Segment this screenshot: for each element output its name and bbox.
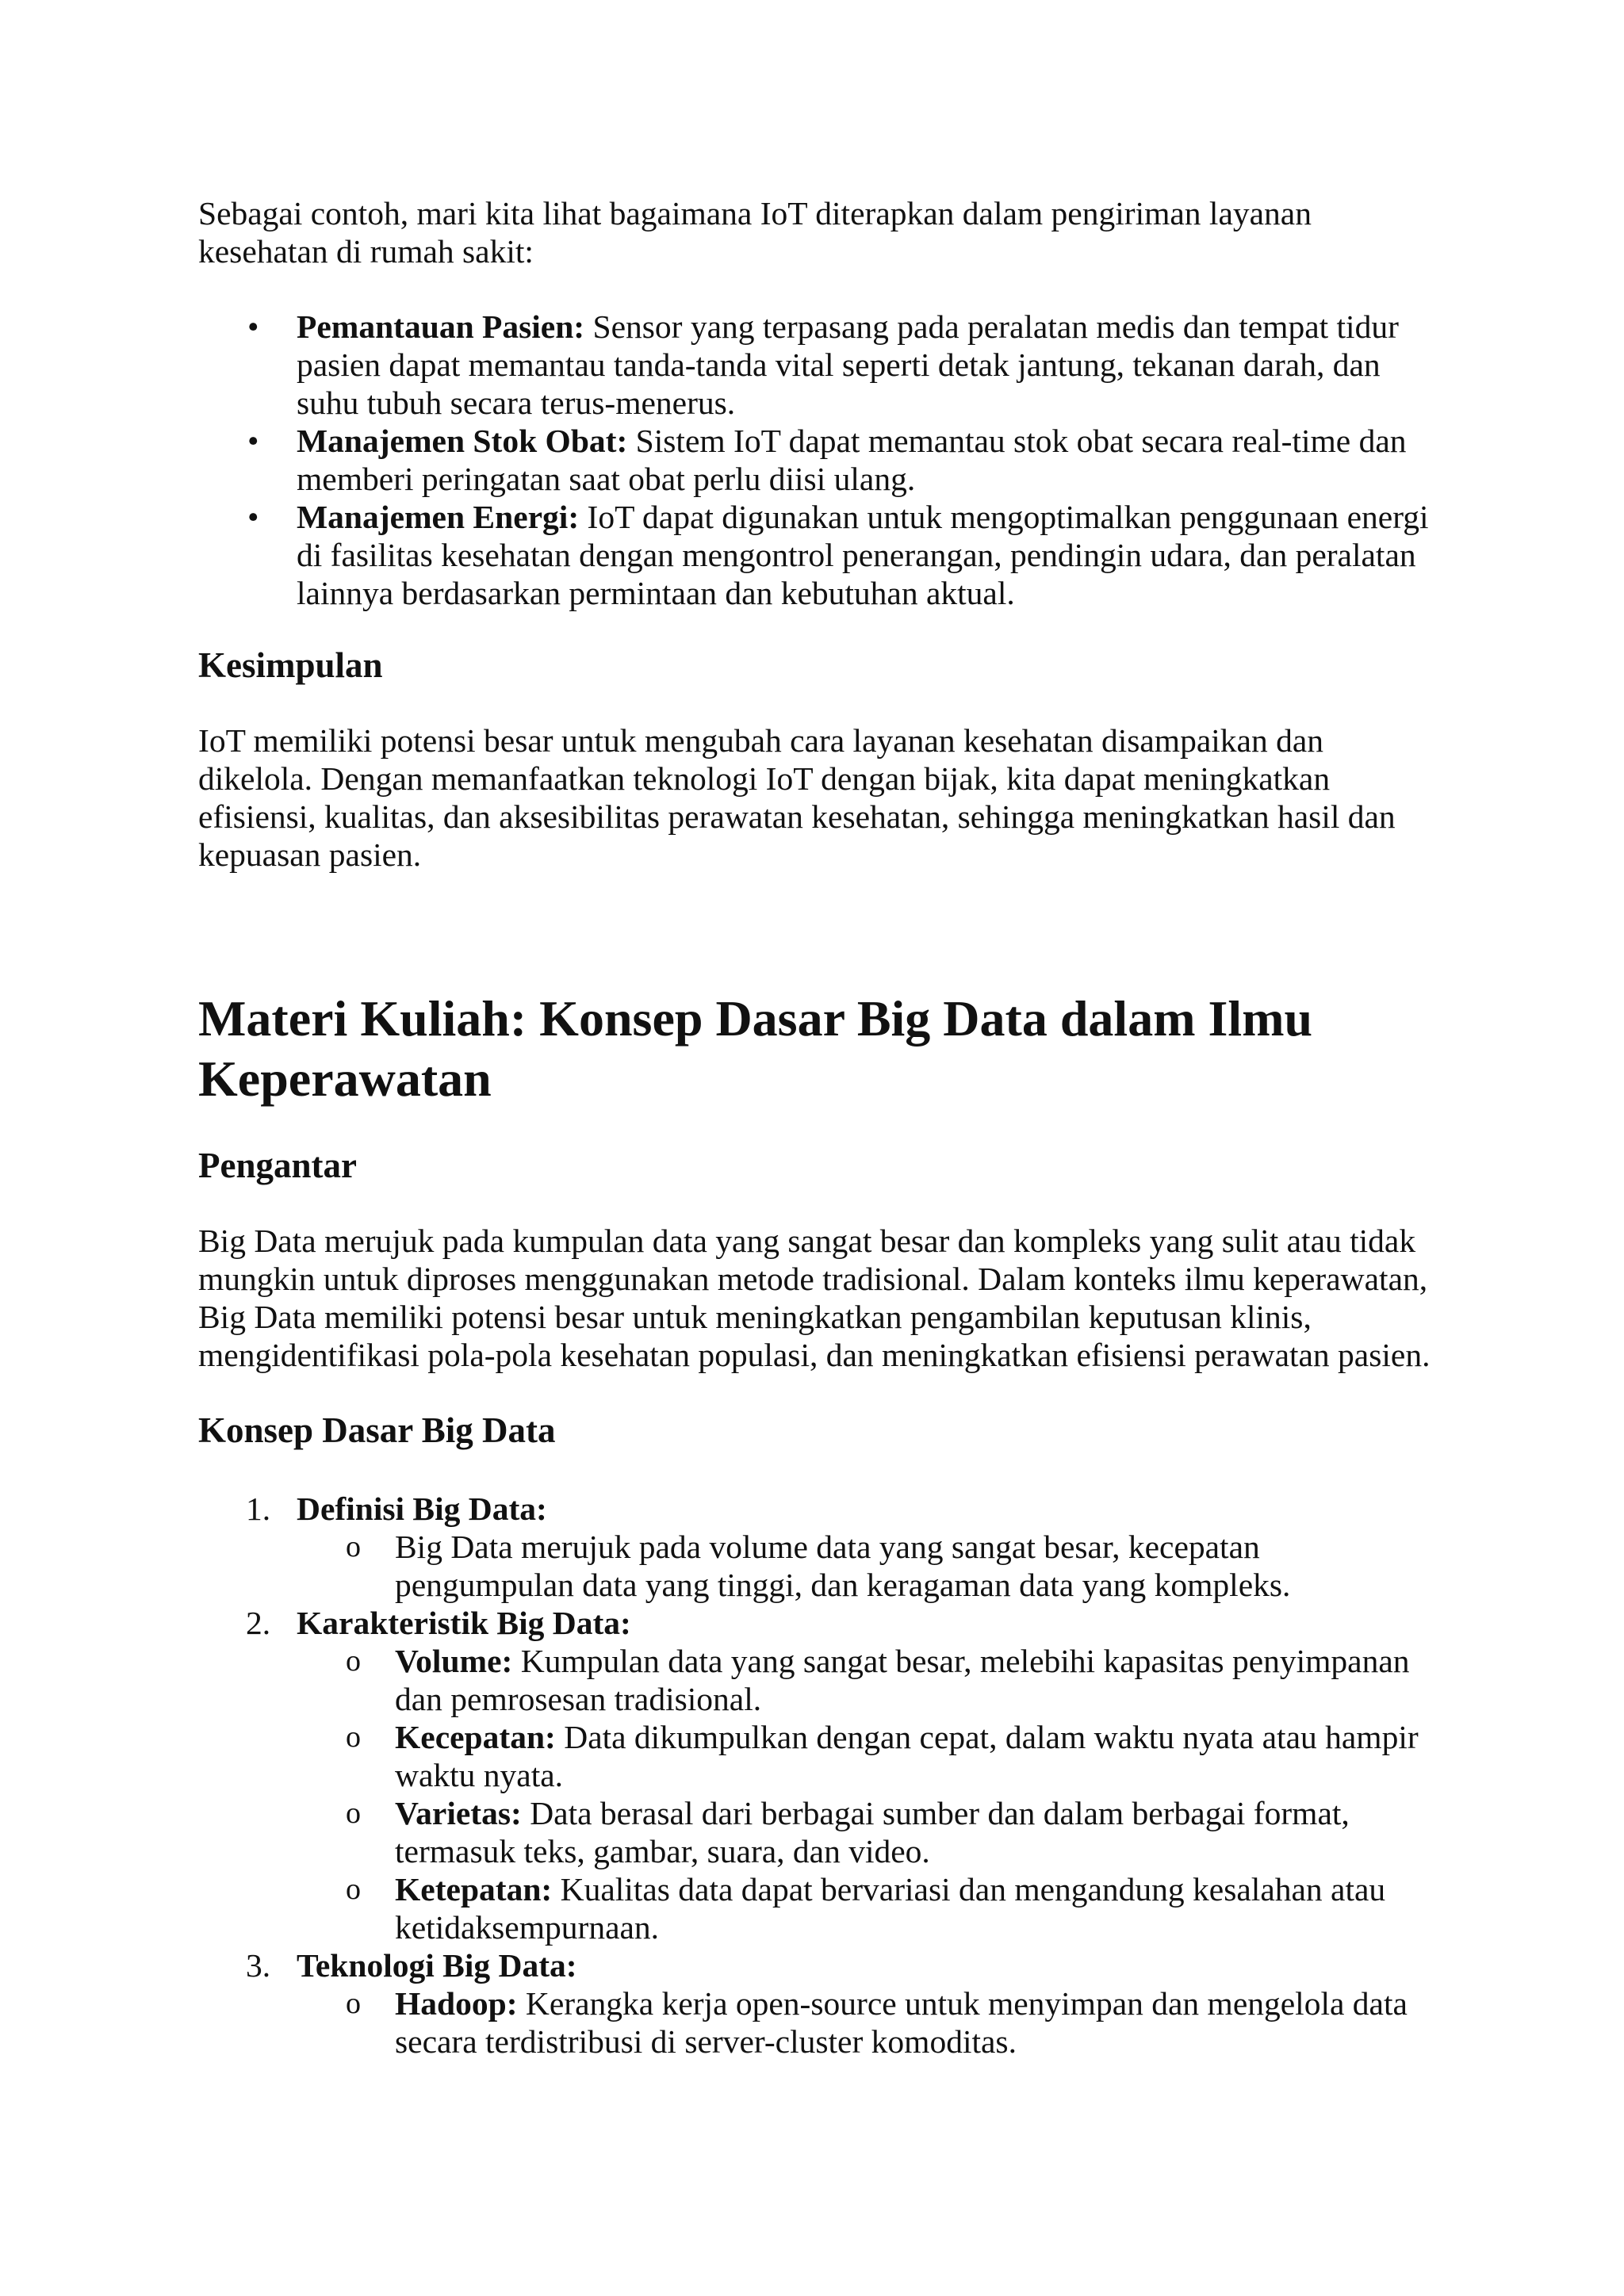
list-item (198, 308, 1435, 422)
circle-bullet-icon: o (346, 1530, 361, 1563)
bullet-icon: • (247, 423, 259, 459)
list-item-term: Pemantauan Pasien: (297, 308, 585, 345)
kesimpulan-heading: Kesimpulan (198, 645, 383, 685)
list-item-text: Sensor yang terpasang pada peralatan medis dan tempat tidur pasien dapat memantau tanda-tanda vital seperti detak jantung, tekanan darah, dan suhu tubuh secara terus-menerus. (297, 308, 1399, 421)
kesimpulan-paragraph: IoT memiliki potensi besar untuk mengubah cara layanan kesehatan disampaikan dan dikelola. Dengan memanfaatkan teknologi IoT dengan bijak, kita dapat meningkatkan efisiensi, kualitas, dan aksesibilitas perawatan kesehatan, sehingga meningkatkan hasil dan kepuasan pasien. (198, 722, 1396, 873)
sub-list-item (198, 1718, 1435, 1794)
sub-item-term: Ketepatan: (395, 1871, 553, 1908)
sub-item-term: Kecepatan: (395, 1719, 556, 1755)
bullet-icon: • (247, 499, 259, 535)
sub-list-item (198, 1528, 1435, 1604)
sub-item-text: Data dikumpulkan dengan cepat, dalam waktu nyata atau hampir waktu nyata. (395, 1719, 1419, 1793)
sub-item-text: Big Data merujuk pada volume data yang sangat besar, kecepatan pengumpulan data yang tinggi, dan keragaman data yang kompleks. (395, 1529, 1291, 1603)
konsep-heading: Konsep Dasar Big Data (198, 1410, 556, 1450)
list-item-term: Manajemen Energi: (297, 499, 580, 535)
sub-item-term: Varietas: (395, 1795, 522, 1831)
item-title: Teknologi Big Data: (297, 1947, 577, 1984)
sub-item-text: Kerangka kerja open-source untuk menyimpan dan mengelola data secara terdistribusi di server-cluster komoditas. (395, 1985, 1408, 2060)
sub-list (297, 1984, 1435, 2061)
sub-list-item (198, 1794, 1435, 1870)
circle-bullet-icon: o (346, 1873, 361, 1906)
iot-example-list (198, 308, 1435, 612)
numbered-item (198, 1604, 1435, 1946)
list-item-term: Manajemen Stok Obat: (297, 423, 628, 459)
numbered-item (198, 1946, 1435, 2061)
sub-item-text: Kualitas data dapat bervariasi dan mengandung kesalahan atau ketidaksempurnaan. (395, 1871, 1386, 1946)
circle-bullet-icon: o (346, 1987, 361, 2020)
circle-bullet-icon: o (346, 1797, 361, 1830)
circle-bullet-icon: o (346, 1720, 361, 1754)
item-number: 2. (246, 1605, 271, 1641)
sub-list-item (198, 1642, 1435, 1718)
list-item (198, 498, 1435, 612)
circle-bullet-icon: o (346, 1644, 361, 1678)
sub-item-text: Data berasal dari berbagai sumber dan dalam berbagai format, termasuk teks, gambar, suara, dan video. (395, 1795, 1350, 1869)
konsep-list (198, 1490, 1435, 2061)
sub-list-item (198, 1870, 1435, 1946)
document-page (198, 194, 1435, 2061)
list-item-text: IoT dapat digunakan untuk mengoptimalkan penggunaan energi di fasilitas kesehatan dengan mengontrol penerangan, pendingin udara, dan peralatan lainnya berdasarkan permintaan dan kebutuhan aktual. (297, 499, 1429, 611)
sub-item-term: Hadoop: (395, 1985, 518, 2022)
sub-list (297, 1528, 1435, 1604)
sub-item-term: Volume: (395, 1643, 513, 1679)
sub-list (297, 1642, 1435, 1946)
sub-list-item (198, 1984, 1435, 2061)
bullet-icon: • (247, 308, 259, 345)
intro-paragraph: Sebagai contoh, mari kita lihat bagaimana IoT diterapkan dalam pengiriman layanan kesehatan di rumah sakit: (198, 195, 1312, 270)
pengantar-paragraph: Big Data merujuk pada kumpulan data yang sangat besar dan kompleks yang sulit atau tidak mungkin untuk diproses menggunakan metode tradisional. Dalam konteks ilmu keperawatan, Big Data memiliki potensi besar untuk meningkatkan pengambilan keputusan klinis, mengidentifikasi pola-pola kesehatan populasi, dan meningkatkan efisiensi perawatan pasien. (198, 1223, 1431, 1373)
item-title: Definisi Big Data: (297, 1490, 547, 1527)
list-item-text: Sistem IoT dapat memantau stok obat secara real-time dan memberi peringatan saat obat perlu diisi ulang. (297, 423, 1407, 497)
item-title: Karakteristik Big Data: (297, 1605, 631, 1641)
list-item (198, 422, 1435, 498)
sub-item-text: Kumpulan data yang sangat besar, melebihi kapasitas penyimpanan dan pemrosesan tradisional. (395, 1643, 1410, 1717)
pengantar-heading: Pengantar (198, 1146, 357, 1185)
item-number: 1. (246, 1490, 271, 1527)
page-title: Materi Kuliah: Konsep Dasar Big Data dalam Ilmu Keperawatan (198, 990, 1313, 1107)
item-number: 3. (246, 1947, 271, 1984)
numbered-item (198, 1490, 1435, 1604)
